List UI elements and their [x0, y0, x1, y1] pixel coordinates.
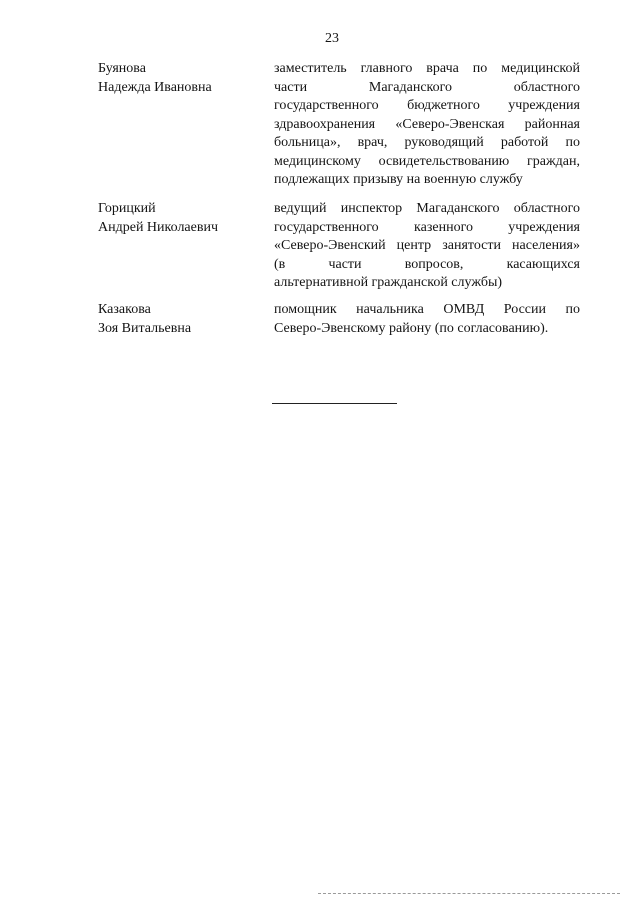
- role-line: ведущий инспектор Магаданского областного: [274, 201, 580, 216]
- member-given-names: Надежда Ивановна: [98, 79, 212, 95]
- role-line: подлежащих призыву на военную службу: [274, 172, 523, 187]
- role-line: Северо-Эвенскому району (по согласованию).: [274, 320, 549, 336]
- role-line: помощник начальника ОМВД России по: [274, 302, 580, 317]
- role-line: больница», врач, руководящий работой по: [274, 135, 580, 150]
- member-name: [98, 200, 268, 237]
- member-role: [274, 200, 580, 293]
- member-name: [98, 301, 268, 338]
- role-line: государственного казенного учреждения: [274, 219, 580, 235]
- role-line: медицинскому освидетельствованию граждан,: [274, 153, 580, 169]
- role-line: «Северо-Эвенский центр занятости населения»: [274, 238, 580, 253]
- member-surname: Горицкий: [98, 201, 156, 216]
- page-number: 23: [325, 31, 339, 46]
- role-line: части Магаданского областного: [274, 79, 580, 95]
- member-given-names: Зоя Витальевна: [98, 320, 192, 336]
- member-surname: Казакова: [98, 302, 151, 317]
- role-line: заместитель главного врача по медицинской: [274, 61, 580, 76]
- end-separator-line: [272, 403, 397, 404]
- footer-scan-rule: [318, 893, 620, 894]
- member-role: [274, 301, 580, 338]
- member-name: [98, 60, 268, 97]
- role-line: альтернативной гражданской службы): [274, 275, 503, 290]
- member-role: [274, 60, 580, 190]
- role-line: государственного бюджетного учреждения: [274, 98, 580, 113]
- role-line: здравоохранения «Северо-Эвенская районная: [274, 116, 580, 132]
- member-surname: Буянова: [98, 61, 146, 76]
- role-line: (в части вопросов, касающихся: [274, 256, 580, 272]
- member-given-names: Андрей Николаевич: [98, 219, 218, 235]
